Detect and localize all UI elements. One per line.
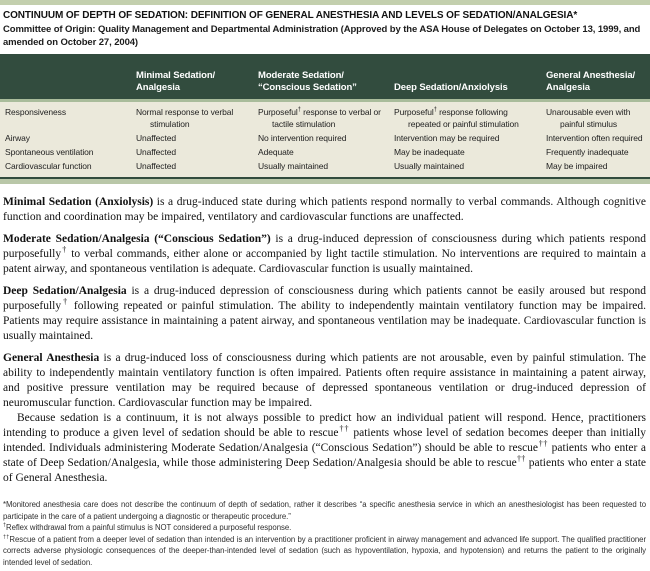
row-label: Cardiovascular function bbox=[5, 161, 92, 171]
paragraph-text: is a drug-induced depression of consciousness during which patients respond purposefully† to verbal commands, either alone or accompanied by light tactile stimulation. No interventions are required to maintain a patent airway, and spontaneous ventilation is adequate. Cardiovascular function is usually maintained. bbox=[3, 233, 646, 275]
definition-paragraph-minimal-sedation bbox=[3, 195, 646, 225]
continuum-paragraph bbox=[3, 411, 646, 486]
footnote-text: Monitored anesthesia care does not describe the continuum of depth of sedation, rather it describes “a specific anesthesia service in which an anesthesiologist has been requested to participate in the care of a patient undergoing a diagnostic or therapeutic procedure.” bbox=[3, 500, 646, 521]
table-cell: Adequate bbox=[258, 147, 294, 157]
table-cell: Unaffected bbox=[136, 147, 176, 157]
table-row-airway bbox=[0, 131, 650, 145]
paragraph-text: Because sedation is a continuum, it is not always possible to predict how an individual patient will respond. Hence, practitioners intending to produce a given level of sedation should be able to rescue†† patients whose level of sedation becomes deeper than initially intended. Individuals administering Moderate Sedation/Analgesia (“Conscious Sedation”) should be able to rescue†† patients who enter a state of Deep Sedation/Analgesia, while those administering Deep Sedation/Analgesia should be able to rescue†† patients who enter a state of General Anesthesia. bbox=[3, 412, 647, 484]
document-subtitle: Committee of Origin: Quality Management and Departmental Administration (Approved by the ASA House of Delegates on October 13, 1999, and amended on October 27, 2004) bbox=[3, 24, 641, 48]
table-cell: No intervention required bbox=[258, 133, 347, 143]
column-header-moderate-sedation: Moderate Sedation/ “Conscious Sedation” bbox=[258, 70, 357, 93]
table-cell: Usually maintained bbox=[394, 161, 465, 171]
paragraph-text: is a drug-induced depression of consciousness during which patients cannot be easily aroused but respond purposefully† following repeated or painful stimulation. The ability to independently maintain ventilatory function may be impaired. Patients may require assistance in maintaining a patent airway, and spontaneous ventilation may be inadequate. Cardiovascular function is usually maintained. bbox=[3, 285, 646, 342]
table-cell: Unaffected bbox=[136, 161, 176, 171]
document-title: CONTINUUM OF DEPTH OF SEDATION: DEFINITION OF GENERAL ANESTHESIA AND LEVELS OF SEDATION/ANALGESIA* bbox=[3, 10, 578, 21]
footnote-marker: * bbox=[3, 500, 6, 509]
row-label: Responsiveness bbox=[5, 107, 66, 117]
column-header-minimal-sedation: Minimal Sedation/ Analgesia bbox=[136, 70, 216, 93]
table-row-responsiveness bbox=[0, 105, 650, 131]
document-header bbox=[0, 5, 650, 54]
table-body bbox=[0, 102, 650, 177]
footnote-text: Rescue of a patient from a deeper level of sedation than intended is an intervention by a practitioner proficient in airway management and advanced life support. The qualified practitioner corrects adverse physiologic consequences of the deeper-than-intended level of sedation (such as hypoventilation, hypoxia, and hypotension) and returns the patient to the originally intended level of sedation. bbox=[3, 534, 647, 567]
table-header-row bbox=[0, 54, 650, 99]
paragraph-text: is a drug-induced loss of consciousness during which patients are not arousable, even by painful stimulation. The ability to independently maintain ventilatory function is often impaired. Patients often require assistance in maintaining a patent airway, and positive pressure ventilation may be required because of depressed spontaneous ventilation or drug-induced depression of neuromuscular function. Cardiovascular function may be impaired. bbox=[3, 352, 647, 409]
row-label: Spontaneous ventilation bbox=[5, 147, 94, 157]
paragraph-lead: Minimal Sedation (Anxiolysis) bbox=[3, 196, 154, 208]
table-cell: Usually maintained bbox=[258, 161, 329, 171]
footnote-marker: † bbox=[3, 522, 6, 529]
table-cell: Normal response to verbal stimulation bbox=[136, 107, 234, 129]
row-label: Airway bbox=[5, 133, 30, 143]
column-header-general-anesthesia: General Anesthesia/ Analgesia bbox=[546, 70, 636, 93]
table-cell: May be impaired bbox=[546, 161, 608, 171]
table-cell: Unaffected bbox=[136, 133, 176, 143]
definition-paragraph-moderate-sedation bbox=[3, 232, 646, 277]
footnote-rescue bbox=[3, 534, 646, 569]
paragraph-lead: Moderate Sedation/Analgesia (“Conscious Sedation”) bbox=[3, 233, 271, 245]
definition-paragraph-general-anesthesia bbox=[3, 351, 646, 411]
table-cell: Intervention may be required bbox=[394, 133, 500, 143]
table-cell: Intervention often required bbox=[546, 133, 643, 143]
table-cell: Purposeful† response to verbal or tactile stimulation bbox=[258, 107, 381, 129]
paragraph-lead: Deep Sedation/Analgesia bbox=[3, 285, 127, 297]
table-cell: Unarousable even with painful stimulus bbox=[546, 107, 631, 129]
definition-paragraph-deep-sedation bbox=[3, 284, 646, 344]
column-header-deep-sedation: Deep Sedation/Anxiolysis bbox=[394, 81, 508, 93]
paragraph-lead: General Anesthesia bbox=[3, 352, 100, 364]
footnote-monitored-anesthesia bbox=[3, 499, 646, 522]
table-cell: Frequently inadequate bbox=[546, 147, 629, 157]
table-cell: Purposeful† response following repeated or painful stimulation bbox=[394, 107, 519, 129]
footnote-marker: †† bbox=[3, 533, 10, 540]
footnote-reflex-withdrawal bbox=[3, 522, 646, 534]
paragraph-text: is a drug-induced state during which patients respond normally to verbal commands. Although cognitive function and coordination may be impaired, ventilatory and cardiovascular functions are unaffected. bbox=[3, 196, 646, 223]
sedation-table bbox=[0, 54, 650, 184]
table-row-spontaneous-ventilation bbox=[0, 145, 650, 159]
footnote-text: Reflex withdrawal from a painful stimulus is NOT considered a purposeful response. bbox=[5, 523, 292, 532]
table-cell: May be inadequate bbox=[394, 147, 465, 157]
footnotes-section bbox=[0, 499, 650, 568]
table-row-cardiovascular-function bbox=[0, 159, 650, 173]
definitions-section bbox=[0, 184, 650, 486]
